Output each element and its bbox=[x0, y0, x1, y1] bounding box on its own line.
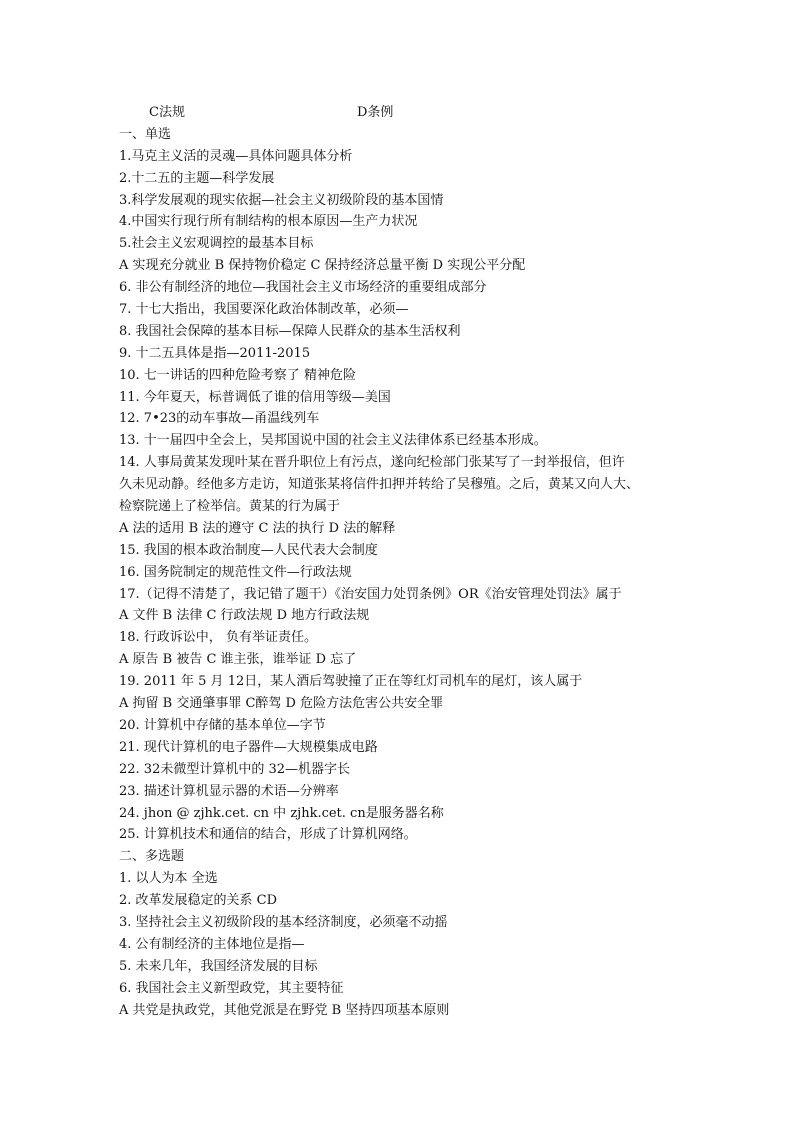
text-line: 检察院递上了检举信。黄某的行为属于 bbox=[119, 499, 341, 515]
text-line: 13. 十一届四中全会上，吴邦国说中国的社会主义法律体系已经基本形成。 bbox=[119, 433, 547, 449]
text-line: A 文件 B 法律 C 行政法规 D 地方行政法规 bbox=[119, 608, 370, 624]
text-line: 8. 我国社会保障的基本目标—保障人民群众的基本生活权利 bbox=[119, 323, 461, 339]
text-line: 1. 以人为本 全选 bbox=[119, 871, 218, 887]
text-line: 6. 我国社会主义新型政党，其主要特征 bbox=[119, 980, 344, 996]
option-c-law: C法规 bbox=[149, 105, 185, 120]
text-line: 7. 十七大指出，我国要深化政治体制改革，必须— bbox=[119, 302, 409, 318]
text-line: 25. 计算机技术和通信的结合，形成了计算机网络。 bbox=[119, 827, 417, 843]
text-line: A 共党是执政党，其他党派是在野党 B 坚持四项基本原则 bbox=[119, 1002, 450, 1018]
text-line: 久未见动静。经他多方走访，知道张某将信件扣押并转给了吴穆殖。之后，黄某又向人大、 bbox=[119, 477, 640, 493]
text-line: 12. 7•23的动车事故—甬温线列车 bbox=[119, 411, 320, 427]
text-line: 6. 非公有制经济的地位—我国社会主义市场经济的重要组成部分 bbox=[119, 280, 487, 296]
option-row-header bbox=[119, 102, 679, 124]
option-d-regulation: D条例 bbox=[356, 105, 394, 120]
text-line: 11. 今年夏天，标普调低了谁的信用等级—美国 bbox=[119, 389, 391, 405]
text-line: 14. 人事局黄某发现叶某在晋升职位上有污点，遂向纪检部门张某写了一封举报信，但许 bbox=[119, 455, 625, 471]
text-line: 19. 2011 年 5 月 12日，某人酒后驾驶撞了正在等红灯司机车的尾灯，该人属于 bbox=[119, 674, 583, 690]
text-line: 二、多选题 bbox=[119, 849, 185, 865]
text-line: 10. 七一讲话的四种危险考察了 精神危险 bbox=[119, 367, 356, 383]
text-line: 3. 坚持社会主义初级阶段的基本经济制度，必须毫不动摇 bbox=[119, 914, 448, 930]
text-line: 18. 行政诉讼中， 负有举证责任。 bbox=[119, 630, 317, 646]
text-line: 2. 改革发展稳定的关系 CD bbox=[119, 893, 278, 909]
text-line: 5.社会主义宏观调控的最基本目标 bbox=[119, 236, 314, 252]
text-line: 1.马克主义活的灵魂—具体问题具体分析 bbox=[119, 148, 353, 164]
text-line: 23. 描述计算机显示器的术语—分辨率 bbox=[119, 783, 339, 799]
text-line: 5. 未来几年，我国经济发展的目标 bbox=[119, 958, 318, 974]
text-line: 20. 计算机中存储的基本单位—字节 bbox=[119, 717, 326, 733]
text-line: A 法的适用 B 法的遵守 C 法的执行 D 法的解释 bbox=[119, 520, 396, 536]
text-line: 一、单选 bbox=[119, 126, 172, 142]
text-line: 15. 我国的根本政治制度—人民代表大会制度 bbox=[119, 542, 378, 558]
text-line: 4. 公有制经济的主体地位是指— bbox=[119, 936, 305, 952]
text-line: 9. 十二五具体是指—2011-2015 bbox=[119, 345, 311, 361]
text-line: 21. 现代计算机的电子器件—大规模集成电路 bbox=[119, 739, 378, 755]
text-line: 16. 国务院制定的规范性文件—行政法规 bbox=[119, 564, 352, 580]
text-line: 2.十二五的主题—科学发展 bbox=[119, 170, 275, 186]
text-line: 3.科学发展观的现实依据—社会主义初级阶段的基本国情 bbox=[119, 192, 444, 208]
text-line: 22. 32未微型计算机中的 32—机器字长 bbox=[119, 761, 351, 777]
text-line: A 拘留 B 交通肇事罪 C醉驾 D 危险方法危害公共安全罪 bbox=[119, 696, 444, 712]
text-line: 24. jhon @ zjhk.cet. cn 中 zjhk.cet. cn是服务器名称 bbox=[119, 805, 444, 821]
text-line: A 实现充分就业 B 保持物价稳定 C 保持经济总量平衡 D 实现公平分配 bbox=[119, 258, 526, 274]
document-body bbox=[119, 102, 679, 1021]
text-line: 4.中国实行现行所有制结构的根本原因—生产力状况 bbox=[119, 214, 418, 230]
text-line: 17.（记得不清楚了，我记错了题干）《治安国力处罚条例》OR《治安管理处罚法》属于 bbox=[119, 586, 622, 602]
text-line: A 原告 B 被告 C 谁主张，谁举证 D 忘了 bbox=[119, 652, 357, 668]
